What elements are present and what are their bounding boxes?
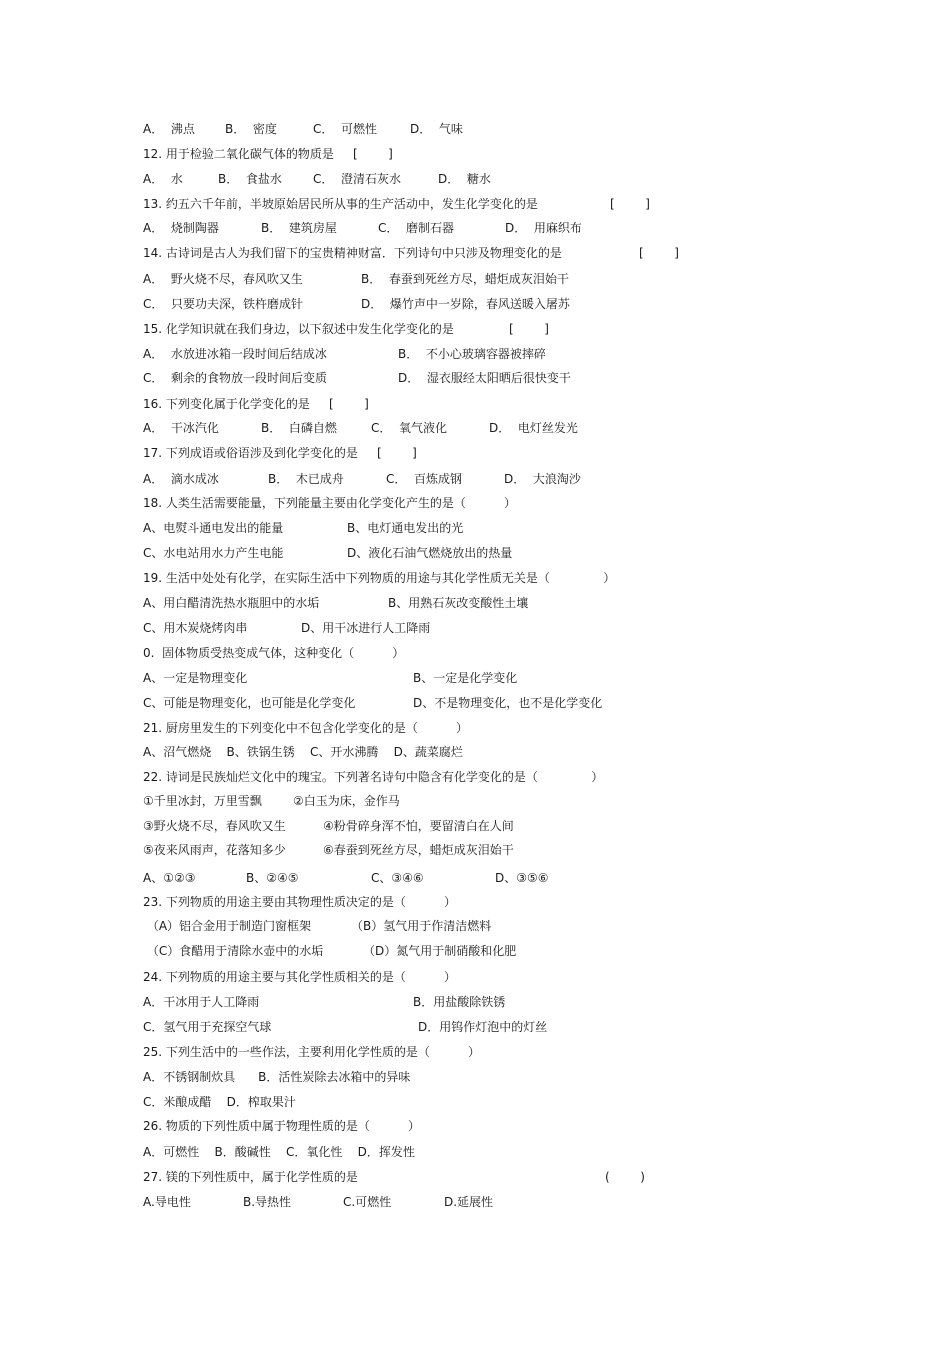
q26-options [143, 1143, 415, 1161]
question-text: 27. 镁的下列性质中，属于化学性质的是 [143, 1170, 358, 1184]
q22-stem [143, 768, 604, 786]
answer-bracket: [ ] [509, 322, 549, 336]
option-row: A．不锈钢制炊具 B．活性炭除去冰箱中的异味 [143, 1070, 411, 1084]
question-text: 19. 生活中处处有化学，在实际生活中下列物质的用途与其化学性质无关是（ ） [143, 571, 616, 585]
option-d: D． 湿衣服经太阳晒后很快变干 [398, 371, 571, 385]
option-b: B． 木已成舟 [268, 472, 344, 486]
option-a: A.导电性 [143, 1195, 191, 1209]
option-c: C． 磨制石器 [378, 221, 455, 235]
q23-options-ab [143, 917, 492, 935]
poem-item-6: ⑥春蚕到死丝方尽，蜡炬成灰泪始干 [323, 843, 514, 857]
option-b: B． 食盐水 [218, 172, 282, 186]
q22-poems-34 [143, 817, 514, 835]
q21-options [143, 743, 463, 761]
option-d: D．用钨作灯泡中的灯丝 [418, 1020, 548, 1034]
q12-options [143, 170, 491, 188]
option-d: D.延展性 [444, 1195, 494, 1209]
poem-item-2: ②白玉为床，金作马 [293, 794, 400, 808]
question-text: 14. 古诗词是古人为我们留下的宝贵精神财富．下列诗句中只涉及物理变化的是 [143, 246, 562, 260]
option-b: B． 建筑房屋 [261, 221, 337, 235]
q20-options-cd [143, 694, 603, 712]
option-d: D、液化石油气燃烧放出的热量 [347, 546, 513, 560]
q15-options-ab [143, 345, 546, 363]
q25-options-cd [143, 1093, 296, 1111]
option-d: D、不是物理变化，也不是化学变化 [413, 696, 603, 710]
option-a: A． 干冰汽化 [143, 421, 219, 435]
q27-stem [143, 1168, 645, 1186]
q12-stem [143, 145, 393, 163]
q15-stem [143, 320, 549, 338]
option-a: A． 野火烧不尽，春风吹又生 [143, 272, 303, 286]
question-text: 17. 下列成语或俗语涉及到化学变化的是 [ ] [143, 446, 417, 460]
poem-item-5: ⑤夜来风雨声，花落知多少 [143, 843, 286, 857]
answer-bracket: [ ] [639, 246, 679, 260]
option-a: A．干冰用于人工降雨 [143, 995, 260, 1009]
question-text: 18. 人类生活需要能量，下列能量主要由化学变化产生的是（ ） [143, 496, 517, 510]
q20-options-ab [143, 669, 518, 687]
answer-bracket: ( ) [605, 1170, 645, 1184]
q25-stem [143, 1043, 481, 1061]
option-d: D、用干冰进行人工降雨 [301, 621, 431, 635]
option-b: （B）氢气用于作清洁燃料 [351, 919, 492, 933]
q23-options-cd [143, 942, 517, 960]
q19-stem [143, 569, 616, 587]
question-text: 25. 下列生活中的一些作法，主要利用化学性质的是（ ） [143, 1045, 481, 1059]
question-text: 21. 厨房里发生的下列变化中不包含化学变化的是（ ） [143, 721, 469, 735]
question-text: 12. 用于检验二氧化碳气体的物质是 [ ] [143, 147, 393, 161]
option-c: C、水电站用水力产生电能 [143, 546, 284, 560]
q18-options-ab [143, 519, 464, 537]
q14-stem [143, 244, 679, 262]
question-text: 13. 约五六千年前，半坡原始居民所从事的生产活动中，发生化学变化的是 [143, 197, 538, 211]
q23-stem [143, 893, 457, 911]
q24-options-cd [143, 1018, 548, 1036]
option-c: C． 百炼成钢 [386, 472, 463, 486]
question-text: 26. 物质的下列性质中属于物理性质的是（ ） [143, 1119, 421, 1133]
q22-poems-12 [143, 792, 400, 810]
q27-options [143, 1193, 494, 1211]
option-d: D． 爆竹声中一岁除，春风送暖入屠苏 [361, 297, 570, 311]
poem-item-3: ③野火烧不尽，春风吹又生 [143, 819, 286, 833]
option-c: C． 澄清石灰水 [313, 172, 402, 186]
option-b: B． 不小心玻璃容器被摔碎 [398, 347, 546, 361]
option-b: B、②④⑤ [246, 871, 299, 885]
option-c: C、③④⑥ [371, 871, 424, 885]
option-a: A、①②③ [143, 871, 196, 885]
q11-options [143, 120, 463, 138]
q13-options [143, 219, 582, 237]
option-d: D． 气味 [410, 122, 463, 136]
question-text: 24. 下列物质的用途主要与其化学性质相关的是（ ） [143, 970, 457, 984]
option-c: C． 只要功夫深，铁杵磨成针 [143, 297, 304, 311]
option-d: （D）氮气用于制硝酸和化肥 [363, 944, 517, 958]
q14-options-cd [143, 295, 570, 313]
option-row: A．可燃性 B．酸碱性 C．氧化性 D．挥发性 [143, 1145, 415, 1159]
question-text: 23. 下列物质的用途主要由其物理性质决定的是（ ） [143, 895, 457, 909]
answer-bracket: [ ] [610, 197, 650, 211]
option-a: A． 滴水成冰 [143, 472, 219, 486]
option-b: B．用盐酸除铁锈 [413, 995, 506, 1009]
option-a: A． 水 [143, 172, 183, 186]
option-c: C． 可燃性 [313, 122, 378, 136]
option-a: A、电熨斗通电发出的能量 [143, 521, 284, 535]
option-b: B． 白磷自燃 [261, 421, 337, 435]
q14-options-ab [143, 270, 569, 288]
option-row: C．米酿成醋 D．榨取果汁 [143, 1095, 296, 1109]
q18-options-cd [143, 544, 513, 562]
option-d: D． 大浪淘沙 [504, 472, 581, 486]
option-b: B． 春蚕到死丝方尽，蜡炬成灰泪始干 [361, 272, 569, 286]
option-d: D． 糖水 [438, 172, 491, 186]
q24-options-ab [143, 993, 506, 1011]
q16-options [143, 419, 578, 437]
option-d: D． 电灯丝发光 [489, 421, 578, 435]
option-a: A． 水放进冰箱一段时间后结成冰 [143, 347, 327, 361]
q26-stem [143, 1117, 421, 1135]
option-d: D． 用麻织布 [505, 221, 582, 235]
option-a: （A）铝合金用于制造门窗框架 [143, 919, 312, 933]
q24-stem [143, 968, 457, 986]
option-c: C、可能是物理变化，也可能是化学变化 [143, 696, 356, 710]
option-a: A． 沸点 [143, 122, 195, 136]
q17-options [143, 470, 581, 488]
q18-stem [143, 494, 517, 512]
option-c: （C）食醋用于清除水壶中的水垢 [143, 944, 324, 958]
option-a: A、用白醋清洗热水瓶胆中的水垢 [143, 596, 320, 610]
q17-stem [143, 444, 417, 462]
q15-options-cd [143, 369, 571, 387]
option-b: B、一定是化学变化 [413, 671, 518, 685]
option-b: B、用熟石灰改变酸性土壤 [388, 596, 529, 610]
option-c: C.可燃性 [343, 1195, 392, 1209]
q21-stem [143, 719, 469, 737]
option-c: C． 剩余的食物放一段时间后变质 [143, 371, 328, 385]
q19-options-ab [143, 594, 529, 612]
q20-stem [143, 644, 405, 662]
q25-options-ab [143, 1068, 411, 1086]
question-text: 16. 下列变化属于化学变化的是 [ ] [143, 397, 369, 411]
poem-item-1: ①千里冰封，万里雪飘 [143, 794, 262, 808]
option-c: C． 氧气液化 [371, 421, 448, 435]
question-text: 15. 化学知识就在我们身边，以下叙述中发生化学变化的是 [143, 322, 454, 336]
option-a: A． 烧制陶器 [143, 221, 219, 235]
q13-stem [143, 195, 650, 213]
option-c: C、用木炭烧烤肉串 [143, 621, 248, 635]
option-b: B.导热性 [243, 1195, 292, 1209]
poem-item-4: ④粉骨碎身浑不怕，要留清白在人间 [323, 819, 514, 833]
option-b: B． 密度 [225, 122, 277, 136]
q22-options [143, 869, 549, 887]
question-text: 0. 固体物质受热变成气体，这种变化（ ） [143, 646, 405, 660]
option-b: B、电灯通电发出的光 [347, 521, 464, 535]
question-text: 22. 诗词是民族灿烂文化中的瑰宝。下列著名诗句中隐含有化学变化的是（ ） [143, 770, 604, 784]
q19-options-cd [143, 619, 431, 637]
q16-stem [143, 395, 369, 413]
option-a: A、一定是物理变化 [143, 671, 248, 685]
option-row: A、沼气燃烧 B、铁锅生锈 C、开水沸腾 D、蔬菜腐烂 [143, 745, 463, 759]
option-d: D、③⑤⑥ [495, 871, 549, 885]
q22-poems-56 [143, 841, 514, 859]
option-c: C．氢气用于充探空气球 [143, 1020, 272, 1034]
